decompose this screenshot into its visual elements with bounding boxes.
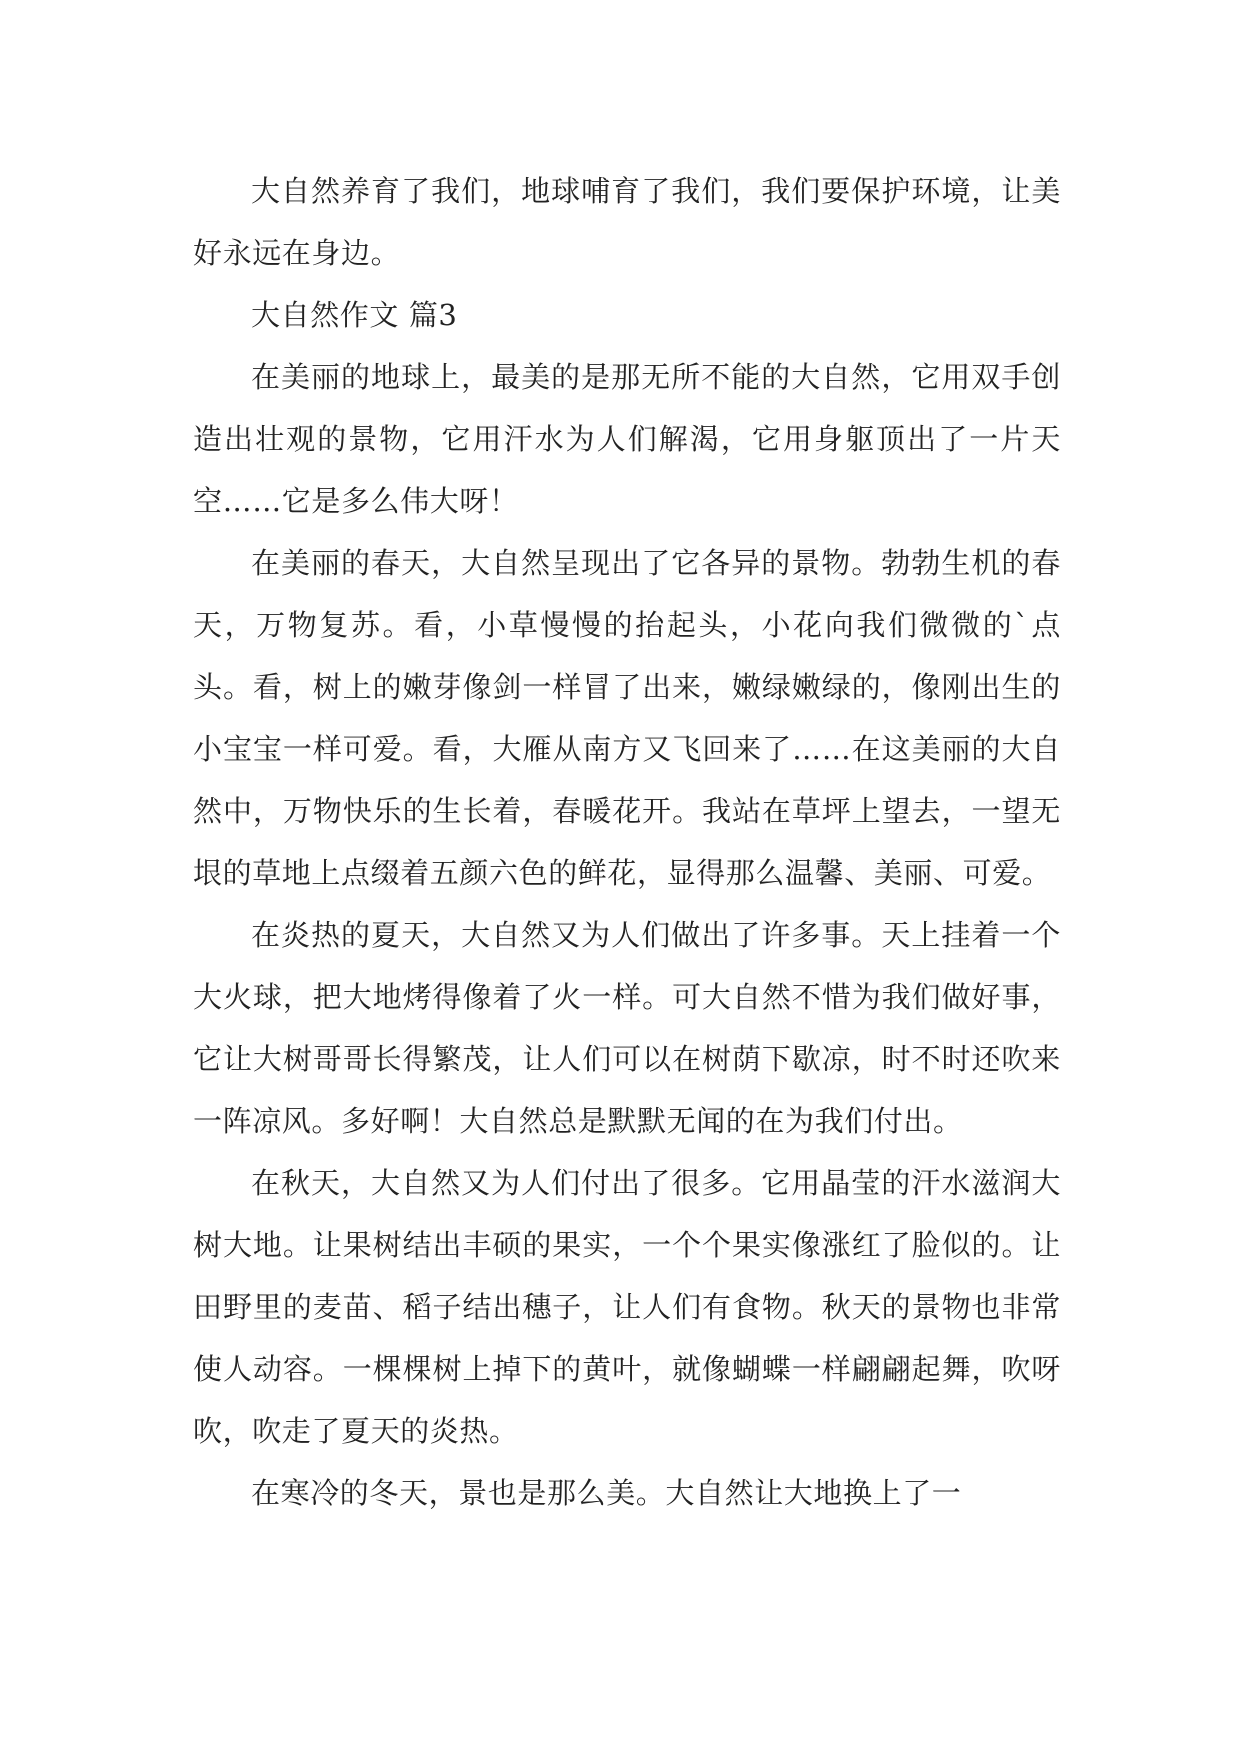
document-body — [193, 160, 1061, 1524]
paragraph-summer: 在炎热的夏天，大自然又为人们做出了许多事。天上挂着一个大火球，把大地烤得像着了火一样。可大自然不惜为我们做好事，它让大树哥哥长得繁茂，让人们可以在树荫下歇凉，时不时还吹来一阵凉风。多好啊！大自然总是默默无闻的在为我们付出。 — [193, 918, 1061, 1138]
paragraph-spring: 在美丽的春天，大自然呈现出了它各异的景物。勃勃生机的春天，万物复苏。看，小草慢慢的抬起头，小花向我们微微的`点头。看，树上的嫩芽像剑一样冒了出来，嫩绿嫩绿的，像刚出生的小宝宝一样可爱。看，大雁从南方又飞回来了……在这美丽的大自然中，万物快乐的生长着，春暖花开。我站在草坪上望去，一望无垠的草地上点缀着五颜六色的鲜花，显得那么温馨、美丽、可爱。 — [193, 546, 1061, 890]
paragraph-conclusion: 大自然养育了我们，地球哺育了我们，我们要保护环境，让美好永远在身边。 — [193, 174, 1061, 270]
paragraph-autumn: 在秋天，大自然又为人们付出了很多。它用晶莹的汗水滋润大树大地。让果树结出丰硕的果实，一个个果实像涨红了脸似的。让田野里的麦苗、稻子结出穗子，让人们有食物。秋天的景物也非常使人动容。一棵棵树上掉下的黄叶，就像蝴蝶一样翩翩起舞，吹呀吹，吹走了夏天的炎热。 — [193, 1166, 1061, 1448]
essay-heading: 大自然作文 篇3 — [251, 298, 458, 332]
paragraph-intro: 在美丽的地球上，最美的是那无所不能的大自然，它用双手创造出壮观的景物，它用汗水为人们解渴，它用身躯顶出了一片天空……它是多么伟大呀！ — [193, 360, 1061, 518]
paragraph-winter: 在寒冷的冬天，景也是那么美。大自然让大地换上了一 — [251, 1476, 962, 1510]
